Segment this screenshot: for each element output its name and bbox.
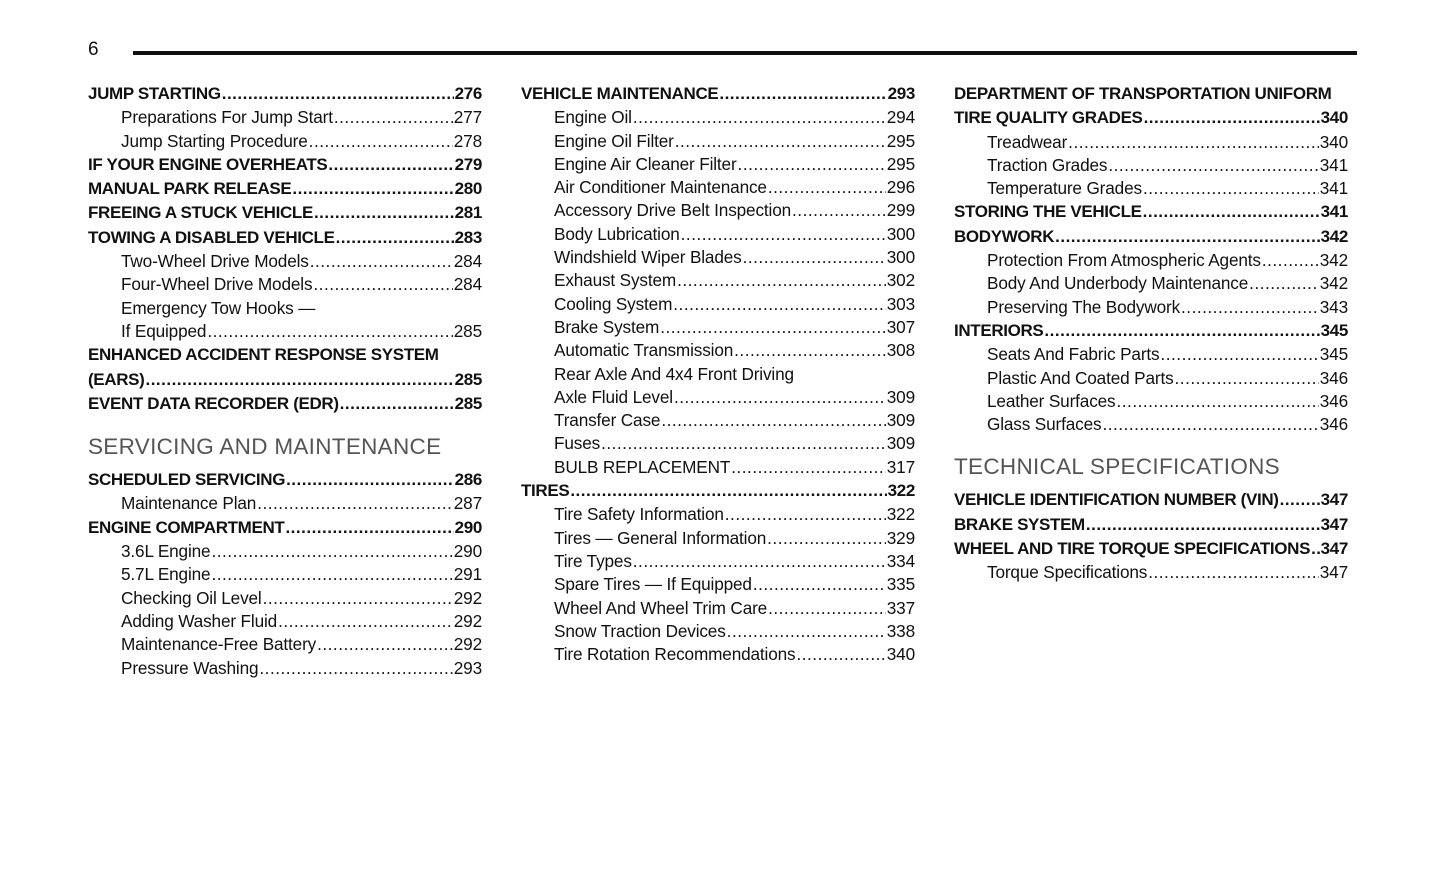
page-number: 6 bbox=[88, 39, 99, 60]
toc-entry-page: 346 bbox=[1319, 414, 1348, 435]
toc-entry-label: Two-Wheel Drive Models bbox=[121, 251, 309, 272]
dot-leader bbox=[725, 503, 886, 526]
toc-entry-major[interactable] bbox=[88, 468, 482, 492]
toc-entry-label: Body Lubrication bbox=[554, 223, 680, 244]
toc-entry-page: 295 bbox=[886, 153, 915, 174]
dot-leader bbox=[1181, 296, 1319, 319]
toc-entry-label: Automatic Transmission bbox=[554, 340, 734, 361]
toc-entry-page: 276 bbox=[454, 84, 482, 103]
toc-entry-label: Tire Types bbox=[554, 550, 632, 571]
dot-leader bbox=[211, 540, 452, 563]
dot-leader bbox=[292, 177, 453, 201]
toc-entry-label: INTERIORS bbox=[954, 320, 1044, 340]
toc-entry-label: VEHICLE IDENTIFICATION NUMBER (VIN) bbox=[954, 490, 1279, 510]
toc-entry-page: 300 bbox=[886, 247, 915, 268]
dot-leader bbox=[278, 610, 453, 633]
dot-leader bbox=[731, 456, 886, 479]
toc-entry-label: Torque Specifications bbox=[987, 562, 1148, 583]
toc-entry-label: STORING THE VEHICLE bbox=[954, 202, 1142, 222]
toc-entry-label: Checking Oil Level bbox=[121, 587, 262, 608]
dot-leader bbox=[334, 106, 453, 129]
toc-entry-label: 3.6L Engine bbox=[121, 541, 211, 562]
toc-entry-page: 292 bbox=[453, 610, 482, 631]
toc-entry-page: 277 bbox=[453, 107, 482, 128]
dot-leader bbox=[309, 130, 453, 153]
toc-entry-label: FREEING A STUCK VEHICLE bbox=[88, 203, 313, 223]
toc-entry-label: Rear Axle And 4x4 Front Driving bbox=[554, 363, 794, 384]
toc-entry-label: ENGINE COMPARTMENT bbox=[88, 517, 285, 537]
dot-leader bbox=[753, 573, 886, 596]
toc-entry-label: Air Conditioner Maintenance bbox=[554, 177, 767, 198]
toc-entry-label: Adding Washer Fluid bbox=[121, 610, 278, 631]
toc-entry-major[interactable] bbox=[88, 392, 482, 416]
dot-leader bbox=[314, 201, 454, 225]
header-rule bbox=[133, 51, 1357, 55]
toc-entry-page: 302 bbox=[886, 270, 915, 291]
toc-entry-label: Engine Oil bbox=[554, 107, 632, 128]
toc-entry-page: 340 bbox=[1320, 108, 1348, 128]
dot-leader bbox=[207, 320, 452, 343]
toc-entry-major[interactable] bbox=[88, 343, 482, 367]
toc-entry-label: BRAKE SYSTEM bbox=[954, 514, 1085, 534]
dot-leader bbox=[1143, 200, 1320, 224]
toc-entry-page: 347 bbox=[1319, 562, 1348, 583]
toc-entry-minor[interactable] bbox=[521, 386, 915, 409]
toc-entry-page: 285 bbox=[454, 393, 482, 413]
toc-entry-label: Pressure Washing bbox=[121, 657, 259, 678]
toc-entry-page: 340 bbox=[886, 644, 915, 665]
toc-entry-page: 284 bbox=[453, 274, 482, 295]
toc-entry-page: 292 bbox=[453, 587, 482, 608]
toc-entry-page: 308 bbox=[886, 340, 915, 361]
toc-entry-page: 307 bbox=[886, 316, 915, 337]
toc-entry-label: Protection From Atmospheric Agents bbox=[987, 250, 1261, 271]
toc-entry-page: 343 bbox=[1319, 296, 1348, 317]
toc-entry-minor[interactable] bbox=[521, 503, 915, 526]
toc-entry-page: 342 bbox=[1319, 273, 1348, 294]
toc-entry-page: 345 bbox=[1320, 320, 1348, 340]
dot-leader bbox=[1068, 131, 1319, 154]
toc-entry-minor[interactable] bbox=[521, 620, 915, 643]
toc-entry-label: Traction Grades bbox=[987, 154, 1108, 175]
toc-entry-label: Brake System bbox=[554, 316, 660, 337]
toc-entry-page: 335 bbox=[886, 574, 915, 595]
toc-entry-minor[interactable] bbox=[88, 492, 482, 515]
dot-leader bbox=[1148, 561, 1319, 584]
dot-leader bbox=[257, 492, 453, 515]
toc-entry-page: 337 bbox=[886, 597, 915, 618]
dot-leader bbox=[792, 199, 886, 222]
toc-entry-minor[interactable] bbox=[521, 130, 915, 153]
toc-entry-minor[interactable] bbox=[954, 390, 1348, 413]
toc-entry-page: 322 bbox=[886, 504, 915, 525]
toc-entry-page: 347 bbox=[1320, 539, 1348, 559]
toc-entry-label: Preparations For Jump Start bbox=[121, 107, 333, 128]
dot-leader bbox=[1280, 488, 1320, 512]
toc-entry-major[interactable] bbox=[521, 479, 915, 503]
toc-entry-label: Maintenance Plan bbox=[121, 493, 257, 514]
dot-leader bbox=[1108, 154, 1318, 177]
toc-entry-label: Engine Air Cleaner Filter bbox=[554, 153, 737, 174]
toc-entry-page: 309 bbox=[886, 386, 915, 407]
dot-leader bbox=[681, 223, 886, 246]
toc-entry-major[interactable] bbox=[954, 488, 1348, 512]
toc-entry-page: 347 bbox=[1320, 514, 1348, 534]
toc-entry-label: Snow Traction Devices bbox=[554, 620, 726, 641]
toc-entry-minor[interactable] bbox=[88, 250, 482, 273]
dot-leader bbox=[1044, 319, 1319, 343]
toc-entry-minor[interactable] bbox=[954, 249, 1348, 272]
toc-entry-minor[interactable] bbox=[88, 657, 482, 680]
dot-leader bbox=[633, 106, 886, 129]
toc-entry-major[interactable] bbox=[954, 537, 1348, 561]
toc-entry-minor[interactable] bbox=[88, 297, 482, 320]
toc-entry-label: 5.7L Engine bbox=[121, 564, 211, 585]
toc-entry-label: Accessory Drive Belt Inspection bbox=[554, 200, 792, 221]
toc-column-2 bbox=[521, 82, 915, 666]
toc-entry-major[interactable] bbox=[88, 368, 482, 392]
dot-leader bbox=[796, 643, 885, 666]
toc-entry-major[interactable] bbox=[954, 82, 1348, 106]
toc-entry-label: EVENT DATA RECORDER (EDR) bbox=[88, 393, 339, 413]
dot-leader bbox=[259, 657, 452, 680]
toc-entry-page: 292 bbox=[453, 634, 482, 655]
toc-entry-page: 345 bbox=[1319, 344, 1348, 365]
toc-entry-major[interactable] bbox=[954, 106, 1348, 130]
toc-entry-page: 283 bbox=[454, 227, 482, 247]
toc-entry-minor[interactable] bbox=[521, 199, 915, 222]
toc-entry-page: 285 bbox=[453, 320, 482, 341]
toc-entry-minor[interactable] bbox=[521, 316, 915, 339]
toc-column-3 bbox=[954, 82, 1348, 585]
dot-leader bbox=[1249, 272, 1319, 295]
dot-leader bbox=[768, 597, 886, 620]
toc-entry-page: 280 bbox=[454, 179, 482, 199]
dot-leader bbox=[660, 316, 886, 339]
dot-leader bbox=[675, 130, 886, 153]
toc-entry-minor[interactable] bbox=[521, 527, 915, 550]
toc-entry-label: If Equipped bbox=[121, 320, 207, 341]
toc-entry-label: Body And Underbody Maintenance bbox=[987, 273, 1249, 294]
dot-leader bbox=[767, 527, 886, 550]
dot-leader bbox=[1160, 343, 1318, 366]
toc-entry-label: JUMP STARTING bbox=[88, 84, 221, 103]
toc-entry-page: 300 bbox=[886, 223, 915, 244]
dot-leader bbox=[317, 633, 453, 656]
dot-leader bbox=[340, 392, 454, 416]
toc-entry-page: 338 bbox=[886, 620, 915, 641]
toc-entry-page: 347 bbox=[1320, 490, 1348, 510]
toc-entry-major[interactable] bbox=[954, 225, 1348, 249]
dot-leader bbox=[661, 409, 885, 432]
toc-entry-label: Tire Safety Information bbox=[554, 504, 724, 525]
toc-entry-label: Maintenance-Free Battery bbox=[121, 634, 317, 655]
toc-entry-major[interactable] bbox=[88, 177, 482, 201]
dot-leader bbox=[1117, 390, 1319, 413]
toc-entry-minor[interactable] bbox=[954, 343, 1348, 366]
section-title: SERVICING AND MAINTENANCE bbox=[88, 434, 442, 460]
toc-entry-page: 341 bbox=[1319, 154, 1348, 175]
dot-leader bbox=[313, 273, 452, 296]
toc-entry-label: Axle Fluid Level bbox=[554, 386, 673, 407]
toc-entry-label: Tires — General Information bbox=[554, 527, 767, 548]
dot-leader bbox=[738, 153, 886, 176]
toc-entry-page: 346 bbox=[1319, 367, 1348, 388]
dot-leader bbox=[1311, 537, 1320, 561]
toc-entry-label: Fuses bbox=[554, 433, 601, 454]
dot-leader bbox=[719, 82, 886, 106]
toc-entry-label: Glass Surfaces bbox=[987, 414, 1102, 435]
dot-leader bbox=[286, 468, 454, 492]
toc-entry-label: Exhaust System bbox=[554, 270, 677, 291]
toc-entry-label: Emergency Tow Hooks — bbox=[121, 297, 316, 318]
toc-entry-page: 295 bbox=[886, 130, 915, 151]
dot-leader bbox=[328, 153, 453, 177]
toc-entry-minor[interactable] bbox=[521, 293, 915, 316]
dot-leader bbox=[677, 269, 886, 292]
toc-entry-minor[interactable] bbox=[954, 177, 1348, 200]
toc-entry-minor[interactable] bbox=[954, 296, 1348, 319]
toc-entry-major[interactable] bbox=[954, 200, 1348, 224]
toc-entry-minor[interactable] bbox=[521, 106, 915, 129]
toc-entry-label: Four-Wheel Drive Models bbox=[121, 274, 313, 295]
toc-entry-label: MANUAL PARK RELEASE bbox=[88, 179, 292, 199]
toc-entry-label: WHEEL AND TIRE TORQUE SPECIFICATIONS bbox=[954, 539, 1311, 559]
dot-leader bbox=[145, 368, 453, 392]
toc-entry-page: 299 bbox=[886, 200, 915, 221]
toc-entry-page: 293 bbox=[887, 84, 915, 103]
toc-entry-label: SCHEDULED SERVICING bbox=[88, 470, 286, 490]
toc-entry-page: 341 bbox=[1319, 178, 1348, 199]
toc-entry-major[interactable] bbox=[88, 153, 482, 177]
toc-entry-label: Engine Oil Filter bbox=[554, 130, 674, 151]
toc-entry-minor[interactable] bbox=[521, 550, 915, 573]
toc-entry-page: 291 bbox=[453, 564, 482, 585]
toc-entry-label: TIRES bbox=[521, 481, 570, 501]
dot-leader bbox=[674, 386, 886, 409]
toc-entry-label: Tire Rotation Recommendations bbox=[554, 644, 796, 665]
toc-entry-label: (EARS) bbox=[88, 369, 145, 389]
toc-entry-major[interactable] bbox=[88, 516, 482, 540]
toc-entry-minor[interactable] bbox=[521, 223, 915, 246]
toc-entry-minor[interactable] bbox=[521, 153, 915, 176]
toc-entry-page: 290 bbox=[454, 517, 482, 537]
dot-leader bbox=[263, 587, 453, 610]
dot-leader bbox=[285, 516, 453, 540]
dot-leader bbox=[673, 293, 886, 316]
toc-entry-label: TOWING A DISABLED VEHICLE bbox=[88, 227, 335, 247]
toc-entry-minor[interactable] bbox=[521, 409, 915, 432]
toc-entry-page: 346 bbox=[1319, 390, 1348, 411]
toc-entry-label: Spare Tires — If Equipped bbox=[554, 574, 752, 595]
toc-entry-minor[interactable] bbox=[88, 130, 482, 153]
toc-entry-label: Plastic And Coated Parts bbox=[987, 367, 1174, 388]
toc-entry-minor[interactable] bbox=[88, 587, 482, 610]
toc-entry-minor[interactable] bbox=[521, 643, 915, 666]
toc-entry-minor[interactable] bbox=[88, 633, 482, 656]
toc-entry-label: Temperature Grades bbox=[987, 178, 1142, 199]
dot-leader bbox=[1144, 106, 1320, 130]
dot-leader bbox=[727, 620, 886, 643]
toc-entry-minor[interactable] bbox=[521, 246, 915, 269]
toc-entry-page: 287 bbox=[453, 493, 482, 514]
toc-entry-label: IF YOUR ENGINE OVERHEATS bbox=[88, 154, 328, 174]
toc-entry-label: Preserving The Bodywork bbox=[987, 296, 1181, 317]
dot-leader bbox=[222, 82, 454, 106]
toc-entry-page: 290 bbox=[453, 541, 482, 562]
dot-leader bbox=[1086, 513, 1320, 537]
toc-entry-page: 281 bbox=[454, 203, 482, 223]
dot-leader bbox=[1102, 413, 1318, 436]
toc-entry-label: Wheel And Wheel Trim Care bbox=[554, 597, 768, 618]
toc-entry-minor[interactable] bbox=[521, 363, 915, 386]
toc-entry-minor[interactable] bbox=[88, 610, 482, 633]
section-title: TECHNICAL SPECIFICATIONS bbox=[954, 454, 1280, 480]
toc-entry-label: TIRE QUALITY GRADES bbox=[954, 108, 1143, 128]
toc-entry-minor[interactable] bbox=[521, 597, 915, 620]
toc-entry-minor[interactable] bbox=[521, 432, 915, 455]
dot-leader bbox=[211, 563, 452, 586]
dot-leader bbox=[336, 226, 454, 250]
toc-entry-page: 309 bbox=[886, 410, 915, 431]
toc-entry-minor[interactable] bbox=[521, 176, 915, 199]
toc-entry-page: 279 bbox=[454, 154, 482, 174]
toc-entry-label: BODYWORK bbox=[954, 226, 1055, 246]
toc-entry-minor[interactable] bbox=[954, 131, 1348, 154]
toc-entry-major[interactable] bbox=[88, 82, 482, 106]
toc-entry-label: Jump Starting Procedure bbox=[121, 130, 308, 151]
toc-entry-minor[interactable] bbox=[88, 563, 482, 586]
toc-entry-minor[interactable] bbox=[954, 272, 1348, 295]
toc-entry-label: Seats And Fabric Parts bbox=[987, 344, 1160, 365]
toc-entry-label: Windshield Wiper Blades bbox=[554, 247, 742, 268]
toc-entry-page: 322 bbox=[887, 481, 915, 501]
toc-entry-major[interactable] bbox=[88, 226, 482, 250]
toc-entry-minor[interactable] bbox=[521, 573, 915, 596]
toc-entry-minor[interactable] bbox=[88, 320, 482, 343]
toc-entry-page: 285 bbox=[454, 369, 482, 389]
toc-entry-page: 293 bbox=[453, 657, 482, 678]
toc-entry-label: Cooling System bbox=[554, 293, 673, 314]
toc-entry-page: 342 bbox=[1319, 250, 1348, 271]
dot-leader bbox=[768, 176, 886, 199]
toc-entry-minor[interactable] bbox=[954, 154, 1348, 177]
toc-entry-page: 284 bbox=[453, 251, 482, 272]
toc-entry-minor[interactable] bbox=[954, 413, 1348, 436]
toc-entry-label: Treadwear bbox=[987, 131, 1068, 152]
dot-leader bbox=[1262, 249, 1319, 272]
toc-entry-major[interactable] bbox=[954, 513, 1348, 537]
toc-entry-label: ENHANCED ACCIDENT RESPONSE SYSTEM bbox=[88, 345, 439, 365]
toc-entry-label: BULB REPLACEMENT bbox=[554, 456, 731, 477]
toc-entry-page: 317 bbox=[886, 456, 915, 477]
dot-leader bbox=[743, 246, 886, 269]
dot-leader bbox=[1175, 367, 1319, 390]
toc-entry-minor[interactable] bbox=[521, 269, 915, 292]
toc-entry-page: 329 bbox=[886, 527, 915, 548]
toc-entry-label: DEPARTMENT OF TRANSPORTATION UNIFORM bbox=[954, 84, 1332, 103]
toc-entry-major[interactable] bbox=[954, 319, 1348, 343]
dot-leader bbox=[570, 479, 886, 503]
dot-leader bbox=[310, 250, 453, 273]
toc-entry-label: Leather Surfaces bbox=[987, 390, 1116, 411]
toc-entry-minor[interactable] bbox=[88, 106, 482, 129]
toc-column-1 bbox=[88, 82, 482, 680]
dot-leader bbox=[601, 432, 886, 455]
toc-entry-page: 286 bbox=[454, 470, 482, 490]
toc-entry-page: 334 bbox=[886, 550, 915, 571]
toc-entry-page: 296 bbox=[886, 177, 915, 198]
toc-entry-minor[interactable] bbox=[88, 273, 482, 296]
toc-entry-major[interactable] bbox=[521, 82, 915, 106]
toc-entry-page: 309 bbox=[886, 433, 915, 454]
toc-entry-minor[interactable] bbox=[521, 339, 915, 362]
toc-entry-label: Transfer Case bbox=[554, 410, 661, 431]
toc-entry-page: 342 bbox=[1320, 226, 1348, 246]
toc-entry-minor[interactable] bbox=[954, 561, 1348, 584]
dot-leader bbox=[633, 550, 886, 573]
toc-entry-minor[interactable] bbox=[954, 367, 1348, 390]
dot-leader bbox=[1143, 177, 1319, 200]
toc-entry-minor[interactable] bbox=[88, 540, 482, 563]
toc-entry-label: VEHICLE MAINTENANCE bbox=[521, 84, 719, 103]
toc-entry-page: 278 bbox=[453, 130, 482, 151]
dot-leader bbox=[1055, 225, 1320, 249]
toc-entry-page: 294 bbox=[886, 107, 915, 128]
toc-entry-minor[interactable] bbox=[521, 456, 915, 479]
toc-entry-page: 303 bbox=[886, 293, 915, 314]
toc-entry-major[interactable] bbox=[88, 201, 482, 225]
dot-leader bbox=[734, 339, 886, 362]
toc-entry-page: 340 bbox=[1319, 131, 1348, 152]
toc-entry-page: 341 bbox=[1320, 202, 1348, 222]
